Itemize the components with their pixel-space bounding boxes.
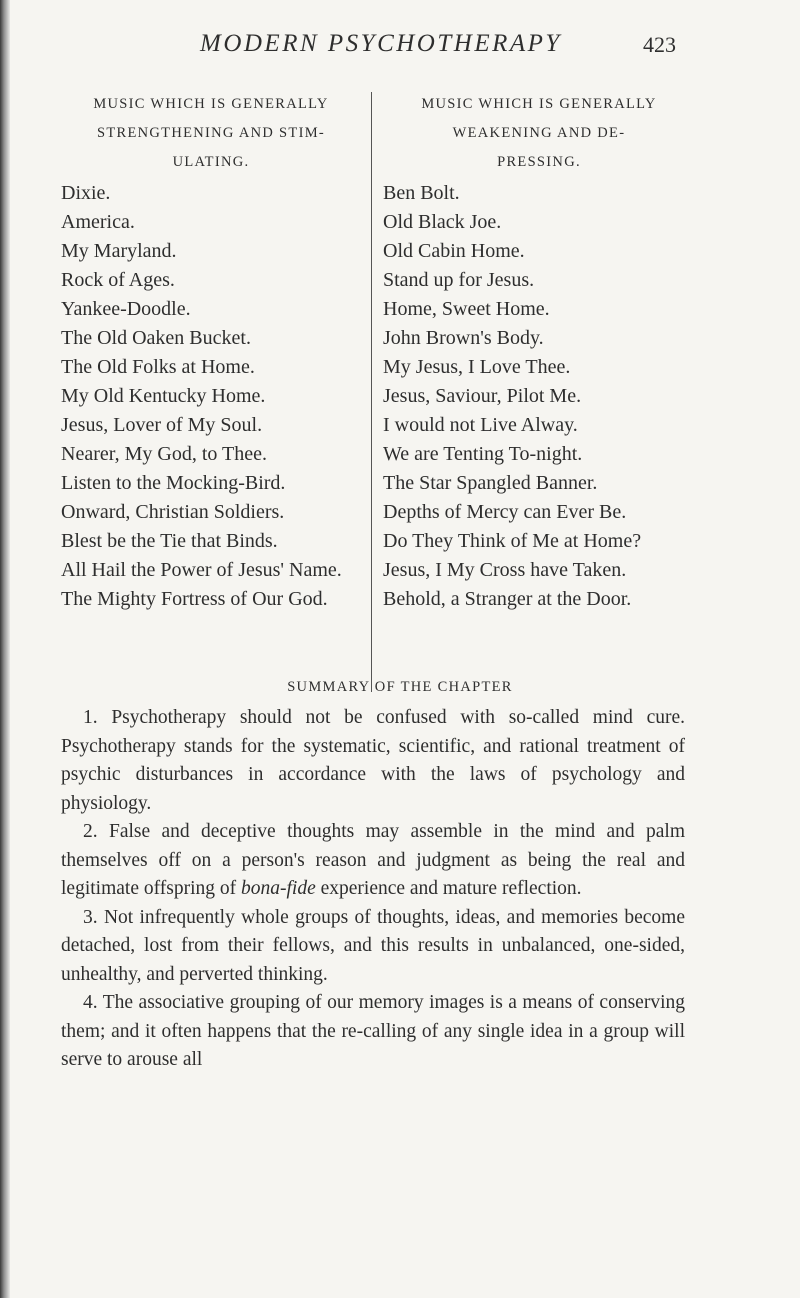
paragraph-number: 1. [83, 707, 98, 728]
summary-paragraph [61, 904, 685, 990]
running-title: MODERN PSYCHOTHERAPY [200, 30, 562, 57]
column-heading [383, 90, 695, 177]
song-title: Nearer, My God, to Thee. [61, 443, 267, 465]
song-title: Do They Think of Me at Home? [383, 530, 642, 552]
song-title: The Old Oaken Bucket. [61, 327, 251, 349]
paragraph-text: Not infrequently whole groups of thoughts, ideas, and memories become detached, lost from their fellows, and this results in unbalanced, one-sided, unhealthy, and perverted thinking. [61, 906, 685, 985]
song-title: The Mighty Fortress of Our God. [61, 588, 328, 610]
song-list [61, 179, 361, 614]
column-heading-line: MUSIC WHICH IS GENERALLY [93, 96, 329, 112]
strengthening-music-column [61, 90, 361, 614]
song-title: Old Cabin Home. [383, 240, 525, 262]
column-divider [371, 92, 372, 692]
song-title: My Maryland. [61, 240, 177, 262]
song-title: The Star Spangled Banner. [383, 472, 598, 494]
song-title: All Hail the Power of Jesus' Name. [61, 559, 342, 581]
song-title: Behold, a Stranger at the Door. [383, 588, 632, 610]
song-title: Stand up for Jesus. [383, 269, 535, 291]
song-title: My Jesus, I Love Thee. [383, 356, 571, 378]
song-title: Listen to the Mocking-Bird. [61, 472, 286, 494]
paragraph-text: The associative grouping of our memory images is a means of conserving them; and it often happens that the re-calling of any single idea in a group will serve to arouse all [61, 992, 685, 1070]
column-heading-line: WEAKENING AND DE- [452, 125, 626, 141]
song-title: Ben Bolt. [383, 182, 460, 204]
song-title: Rock of Ages. [61, 269, 175, 291]
page-number: 423 [643, 32, 676, 57]
song-title: The Old Folks at Home. [61, 356, 255, 378]
chapter-summary [61, 704, 685, 1075]
column-heading-line: PRESSING. [497, 154, 581, 170]
column-heading-line: ULATING. [172, 154, 250, 170]
song-title: John Brown's Body. [383, 327, 544, 349]
column-heading-line: MUSIC WHICH IS GENERALLY [421, 96, 657, 112]
song-title: Yankee-Doodle. [61, 298, 191, 320]
song-title: Blest be the Tie that Binds. [61, 530, 278, 552]
summary-paragraph [61, 818, 685, 904]
song-title: We are Tenting To-night. [383, 443, 583, 465]
song-title: Old Black Joe. [383, 211, 502, 233]
song-title: Home, Sweet Home. [383, 298, 550, 320]
paragraph-italic-text: bona-fide [240, 878, 316, 899]
summary-paragraph [61, 989, 685, 1075]
paragraph-text: False and deceptive thoughts may assemble in the mind and palm themselves off on a person's reason and judgment as being the real and legitimate offspring of [61, 821, 686, 899]
song-title: America. [61, 211, 135, 233]
paragraph-number: 4. [83, 992, 98, 1013]
paragraph-text-continued: experience and mature reflection. [315, 878, 582, 899]
song-title: Dixie. [61, 182, 111, 204]
song-title: Jesus, Saviour, Pilot Me. [383, 385, 582, 407]
paragraph-text: Psychotherapy should not be confused with so-called mind cure. Psychotherapy stands for the systematic, scientific, and rational treatment of psychic disturbances in accordance with the laws of psychology and physiology. [61, 707, 685, 814]
song-title: Onward, Christian Soldiers. [61, 501, 285, 523]
song-title: Jesus, I My Cross have Taken. [383, 559, 627, 581]
paragraph-number: 2. [83, 821, 98, 842]
book-binding-edge [0, 0, 10, 1298]
song-title: Jesus, Lover of My Soul. [61, 414, 263, 436]
column-heading [61, 90, 361, 177]
song-title: My Old Kentucky Home. [61, 385, 266, 407]
summary-paragraph [61, 704, 685, 818]
summary-heading: SUMMARY OF THE CHAPTER [287, 679, 513, 695]
column-heading-line: STRENGTHENING AND STIM- [96, 125, 326, 141]
song-title: I would not Live Alway. [383, 414, 578, 436]
weakening-music-column [383, 90, 695, 614]
paragraph-number: 3. [83, 906, 98, 928]
song-title: Depths of Mercy can Ever Be. [383, 501, 627, 523]
song-list [383, 179, 695, 614]
page-header [0, 30, 800, 70]
